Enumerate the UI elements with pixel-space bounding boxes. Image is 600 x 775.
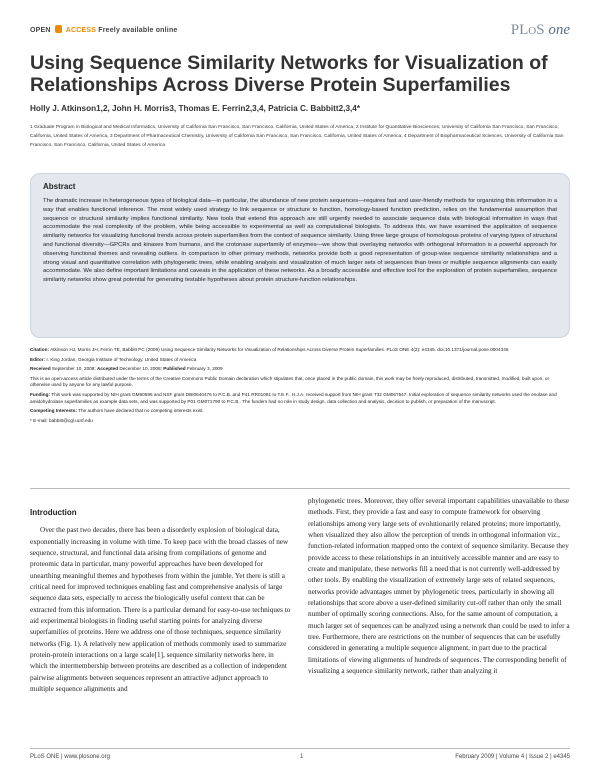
page-number: 1 <box>300 754 304 760</box>
open-lock-icon <box>55 25 62 33</box>
copyright: This is an open-access article distributed under the terms of the Creative Commons Public Domain declaration which stipulates that, once placed in the public domain, this work may be freely reproduced, distributed, transmitted, modified, built upon, or otherwise used by anyone for any lawful purpose. <box>30 375 550 388</box>
citation-label: Citation: <box>30 347 50 352</box>
abstract-text: The dramatic increase in heterogeneous types of biological data—in particular, the abundance of new protein sequences—requires fast and user-friendly methods for organizing this information in a way that enables functional inference. The most widely used strategy to link sequence or structure to function, homology-based function prediction, relies on the fundamental assumption that sequence or structural similarity implies functional similarity. New tools that extend this approach are still urgently needed to associate sequence data with biological information in ways that accommodate the real complexity of the problem, while being accessible to experimental as well as computational biologists. To address this, we have examined the application of sequence similarity networks for visualizing functional trends across protein superfamilies from the context of sequence similarity. Using three large groups of homologous proteins of varying types of structural and functional diversity—GPCRs and kinases from humans, and the crotonase superfamily of enzymes—we show that overlaying networks with orthogonal information is a powerful approach for observing functional themes and revealing outliers. In comparison to other primary methods, networks provide both a good representation of group-wise sequence similarity relationships and a strong visual and quantitative correlation with phylogenetic trees, while enabling analysis and visualization of much larger sets of sequences than trees or multiple sequence alignments can easily accommodate. We also define important limitations and caveats in the application of these networks. As a broadly accessible and effective tool for the exploration of protein superfamilies, sequence similarity networks show great potential for generating testable hypotheses about protein structure-function relationships. <box>43 198 557 284</box>
journal-logo <box>511 22 570 39</box>
footer-journal: PLoS ONE | www.plosone.org <box>30 754 110 760</box>
open-access-banner <box>30 25 178 34</box>
received-label: Received <box>30 366 51 372</box>
body-column-left <box>30 507 292 696</box>
article-metadata <box>30 347 570 427</box>
intro-heading: Introduction <box>30 508 77 517</box>
page-footer <box>30 752 570 764</box>
section-divider <box>30 488 570 489</box>
editor-text: I. King Jordan, Georgia Institute of Technology, United States of America <box>46 356 197 362</box>
citation-text: Atkinson HJ, Morris JH, Ferrin TE, Babbitt PC (2009) Using Sequence Similarity Networks for Visualization of Relationships Across Diverse Protein Superfamilies. PLoS ONE 4(2): e4345. doi:10.1371/journal.pone.0004345 <box>50 347 509 352</box>
intro-paragraph-left: Over the past two decades, there has been a disorderly explosion of biological data, exponentially increasing in volume with time. To keep pace with the broad classes of new sequence, structural, and functional data arising from compilations of genome and proteomic data in particular, many powerful approaches have been developed for unearthing meaningful themes and hypotheses from within the jumble. Yet there is still a critical need for improved techniques enabling fast and comprehensive analysis of large sequence data sets, especially to access the biologically useful context that can be extracted from this information. There is a particular demand for easy-to-use techniques to aid experimental biologists in finding useful starting points for analyzing diverse superfamilies of proteins. Here we address one of those techniques, sequence similarity networks (Fig. 1). A relatively new application of methods commonly used to summarize protein-protein interactions on a large scale[1], sequence similarity networks here, in which the intermembership between proteins are described as a collection of independent pairwise alignments between sequences represent an attractive adjunct approach to multiple sequence alignments and <box>30 526 291 694</box>
accepted-date: December 10, 2008; <box>119 366 162 372</box>
logo-one: one <box>548 22 570 38</box>
received-date: September 10, 2008; <box>51 366 96 372</box>
abstract-box <box>30 173 570 338</box>
funding <box>30 392 570 405</box>
published-date: February 3, 2009 <box>186 366 223 372</box>
contact-email[interactable]: * E-mail: babbitt@cgl.ucsf.edu <box>30 417 93 423</box>
open-access-suffix: Freely available online <box>98 27 178 34</box>
body-column-right <box>308 496 570 678</box>
published-label: Published <box>163 366 186 372</box>
editor <box>30 357 570 364</box>
funding-label: Funding: <box>30 391 51 397</box>
accepted-label: Accepted <box>97 366 119 372</box>
footer-divider <box>30 748 570 749</box>
dates <box>30 366 570 373</box>
competing-label: Competing Interests: <box>30 408 77 414</box>
open-access-prefix: OPEN <box>30 27 51 34</box>
logo-plos: PLoS <box>510 22 545 38</box>
affiliations: 1 Graduate Program in Biological and Medical Informatics, University of California San Francisco, San Francisco, California, United States of America, 2 Institute for Quantitative Biosciences, University of California San Francisco, San Francisco, California, United States of America, 3 Department of Pharmaceutical Chemistry, University of California San Francisco, San Francisco, California, United States of America, 4 Department of Biopharmaceutical Sciences, University of California San Francisco, San Francisco, California, United States of America <box>30 125 564 148</box>
footer-issue: February 2009 | Volume 4 | Issue 2 | e4345 <box>455 754 570 760</box>
journal-header <box>30 22 570 46</box>
editor-label: Editor: <box>30 356 46 362</box>
citation <box>30 347 570 354</box>
author-list: Holly J. Atkinson1,2, John H. Morris3, Thomas E. Ferrin2,3,4, Patricia C. Babbitt2,3,4* <box>30 104 361 113</box>
paper-title: Using Sequence Similarity Networks for Visualization of Relationships Across Diverse Protein Superfamilies <box>30 52 548 96</box>
funding-text: This work was supported by NIH grant GM60595 and NSF grant DBI0640476 to P.C.B. and P41 RR01081 to T.E.F.. H.J.A. received support from NIH grant T32 GM067547. Initial exploration of sequence similarity networks used the enolase and amidohydrolase superfamilies as example data sets, and was supported by P01 GM071790 to P.C.B.. The funders had no role in study design, data collection and analysis, decision to publish, or preparation of the manuscript. <box>30 391 557 404</box>
competing-interests <box>30 408 570 415</box>
abstract-heading: Abstract <box>43 182 76 191</box>
open-access-word: ACCESS <box>65 27 97 34</box>
competing-text: The authors have declared that no competing interests exist. <box>78 408 204 414</box>
intro-paragraph-right: phylogenetic trees. Moreover, they offer several important capabilities unavailable to these methods. First, they provide a fast and easy to compute framework for observing relationships among very large sets of evolutionarily related proteins; more importantly, when visualized they also allow the perception of trends in orthogonal information viz., function-related information mapped onto the context of sequence similarity. Because they provide access to these relationships in an intuitively accessible manner and are easy to create and manipulate, these networks fill a need that is not currently well-addressed by other tools. By enabling the visualization of extremely large sets of related sequences, networks provide advantages unmet by phylogenetic trees, particularly in showing all relationships that score above a user-defined similarity cut-off rather than only the small number of optimally scoring connections. Also, for the same amount of computation, a much larger set of sequences can be analyzed using a network than could be used to infer a tree. Furthermore, there are restrictions on the number of sequences that can be usefully considered in generating a multiple sequence alignment, in part due to the practical limitations of viewing alignments of hundreds of sequences. The corresponding benefit of visualizing a sequence similarity network, rather than analyzing it <box>308 497 570 676</box>
